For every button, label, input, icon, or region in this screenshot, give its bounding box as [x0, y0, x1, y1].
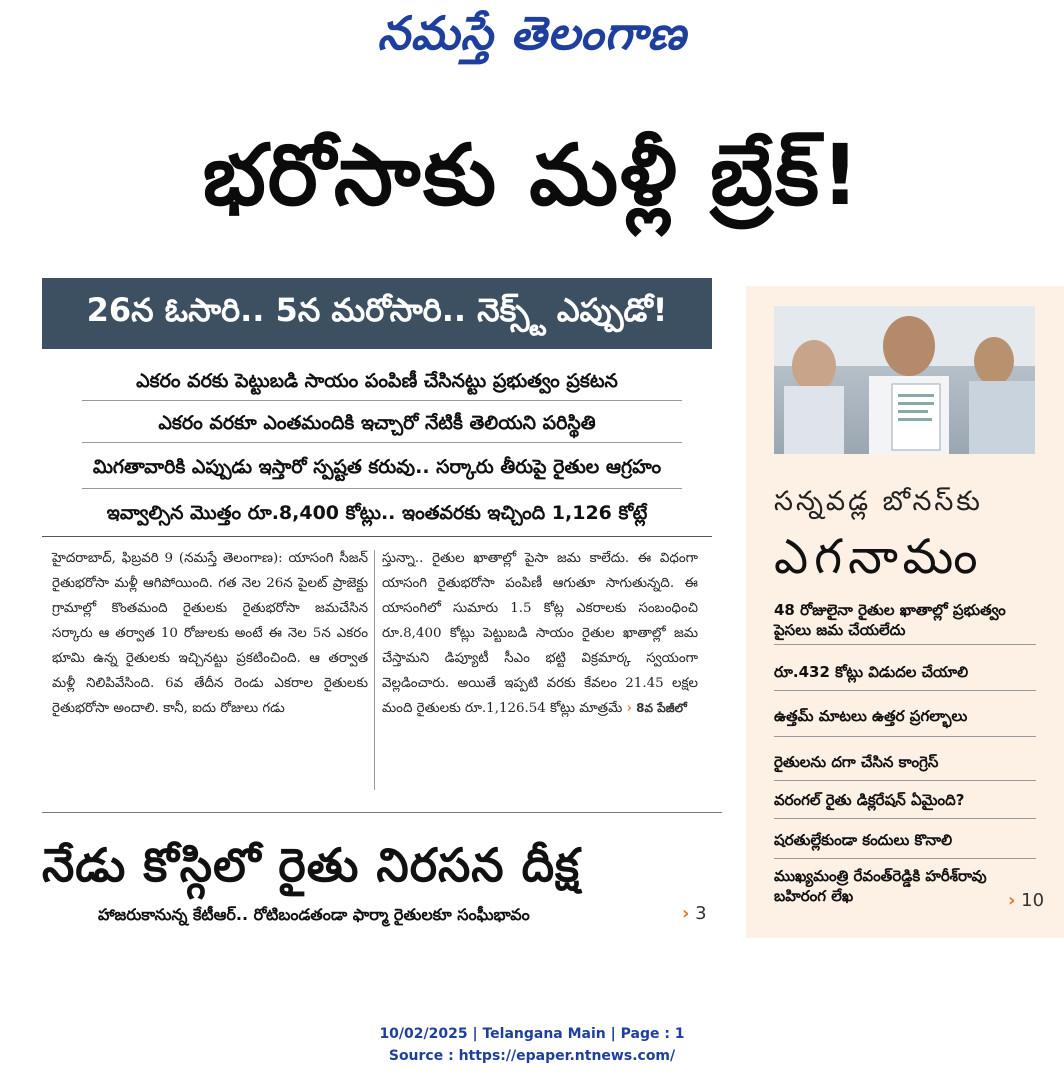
divider	[42, 536, 712, 537]
footer-source[interactable]: Source : https://epaper.ntnews.com/	[388, 1048, 676, 1064]
bullet-3: మిగతావారికి ఎప్పుడు ఇస్తారో స్పష్టత కరువు.. సర్కారు తీరుపై రైతుల ఆగ్రహం	[92, 456, 662, 478]
divider	[82, 442, 682, 443]
article-text-body: స్తున్నా.. రైతుల ఖాతాల్లో పైసా జమ కాలేదు. ఈ విధంగా యాసంగి రైతుభరోసా పంపిణీ ఆగుతూ సాగుతున్నది. ఈ యాసంగిలో సుమారు 1.5 కోట్ల ఎకరాలకు సంబంధించి రూ.8,400 కోట్లు పెట్టుబడి సాయం రైతుల ఖాతాల్లో జమ చేస్తామని డిప్యూటీ సీఎం భట్టి విక్రమార్క స్వయంగా వెల్లడించారు. అయితే ఇప్పటి వరకు కేవలం 21.45 లక్షల మంది రైతులకు రూ.1,126.54 కోట్లు మాత్రమే	[382, 551, 698, 716]
photo-illustration	[774, 306, 1035, 454]
divider	[774, 644, 1036, 645]
headline: భరోసాకు మళ్లీ బ్రేక్!	[202, 126, 862, 224]
sidebar-box	[746, 286, 1064, 938]
column-divider	[374, 550, 375, 790]
divider	[82, 488, 682, 489]
bullet-1: ఎకరం వరకు పెట్టుబడి సాయం పంపిణీ చేసినట్టు ప్రభుత్వం ప్రకటన	[136, 370, 618, 392]
article-text	[382, 546, 698, 721]
sidebar-page-number: 10	[1021, 890, 1045, 911]
sidebar-point-6: షరతుల్లేకుండా కందులు కొనాలి	[774, 831, 953, 849]
sidebar-title: ఎగనామం	[774, 529, 984, 585]
divider	[82, 400, 682, 401]
news-photo	[774, 306, 1035, 454]
divider	[42, 812, 722, 813]
sidebar-point-1: 48 రోజులైనా రైతుల ఖాతాల్లో ప్రభుత్వం పైసలు జమ చేయలేదు	[774, 601, 1006, 639]
sidebar-point-2: రూ.432 కోట్లు విడుదల చేయాలి	[774, 663, 969, 681]
chevron-right-icon: ›	[626, 700, 632, 716]
sidebar-point-7: ముఖ్యమంత్రి రేవంత్‌రెడ్డికి హరీశ్‌రావు బహిరంగ లేఖ	[774, 867, 987, 905]
masthead: నమస్తే తెలంగాణ	[377, 6, 687, 60]
story2-headline: నేడు కోస్గిలో రైతు నిరసన దీక్ష	[42, 838, 581, 892]
sidebar-point-3: ఉత్తమ్ మాటలు ఉత్తర ప్రగల్భాలు	[774, 707, 968, 725]
chevron-right-icon: ›	[1008, 890, 1016, 911]
article-column-2	[382, 546, 698, 721]
sidebar-point-4: రైతులను దగా చేసిన కాంగ్రెస్	[774, 753, 939, 771]
continued-ref[interactable]: 8వ పేజీలో	[636, 701, 687, 715]
sidebar-page-ref[interactable]	[1008, 890, 1044, 911]
bullet-2: ఎకరం వరకూ ఎంతమందికి ఇచ్చారో నేటికీ తెలియని పరిస్థితి	[158, 412, 596, 434]
article-column-1	[52, 546, 368, 721]
footer-dateline: 10/02/2025 | Telangana Main | Page : 1	[379, 1026, 685, 1042]
sidebar-kicker: సన్నవడ్ల బోనస్‌కు	[774, 486, 983, 517]
chevron-right-icon: ›	[682, 903, 690, 924]
divider	[774, 780, 1036, 781]
story2-page-number: 3	[695, 903, 707, 924]
divider	[774, 818, 1036, 819]
divider	[774, 736, 1036, 737]
story2-page-ref[interactable]	[682, 903, 707, 924]
article-text: హైదరాబాద్, ఫిబ్రవరి 9 (నమస్తే తెలంగాణ): యాసంగి సీజన్ రైతుభరోసా మళ్లీ ఆగిపోయింది. గత నెల 26న పైలట్ ప్రాజెక్టు గ్రామాల్లో కొంతమంది రైతులకు రైతుభరోసా జమచేసిన సర్కారు ఆ తర్వాత 10 రోజులకు అంటే ఈ నెల 5న ఎకరం భూమి ఉన్న రైతులకు ఇచ్చినట్టు ప్రకటించింది. ఆ తర్వాత మళ్లీ నిలిపివేసింది. 6వ తేదీన రెండు ఎకరాల రైతులకు రైతుభరోసా అందాలి. కానీ, ఐదు రోజులు గడు	[52, 551, 368, 716]
sidebar-point-5: వరంగల్ రైతు డిక్లరేషన్ ఏమైంది?	[774, 791, 965, 809]
divider	[774, 690, 1036, 691]
story2-deck: హాజరుకానున్న కేటీఆర్.. రోటిబండతండా ఫార్మా రైతులకూ సంఘీభావం	[98, 905, 530, 924]
subheadline-bar	[42, 278, 712, 349]
divider	[774, 858, 1036, 859]
subheadline: 26న ఓసారి.. 5న మరోసారి.. నెక్స్ట్ ఎప్పుడో!	[86, 290, 668, 329]
bullet-4: ఇవ్వాల్సిన మొత్తం రూ.8,400 కోట్లు.. ఇంతవరకు ఇచ్చింది 1,126 కోట్లే	[106, 502, 648, 524]
